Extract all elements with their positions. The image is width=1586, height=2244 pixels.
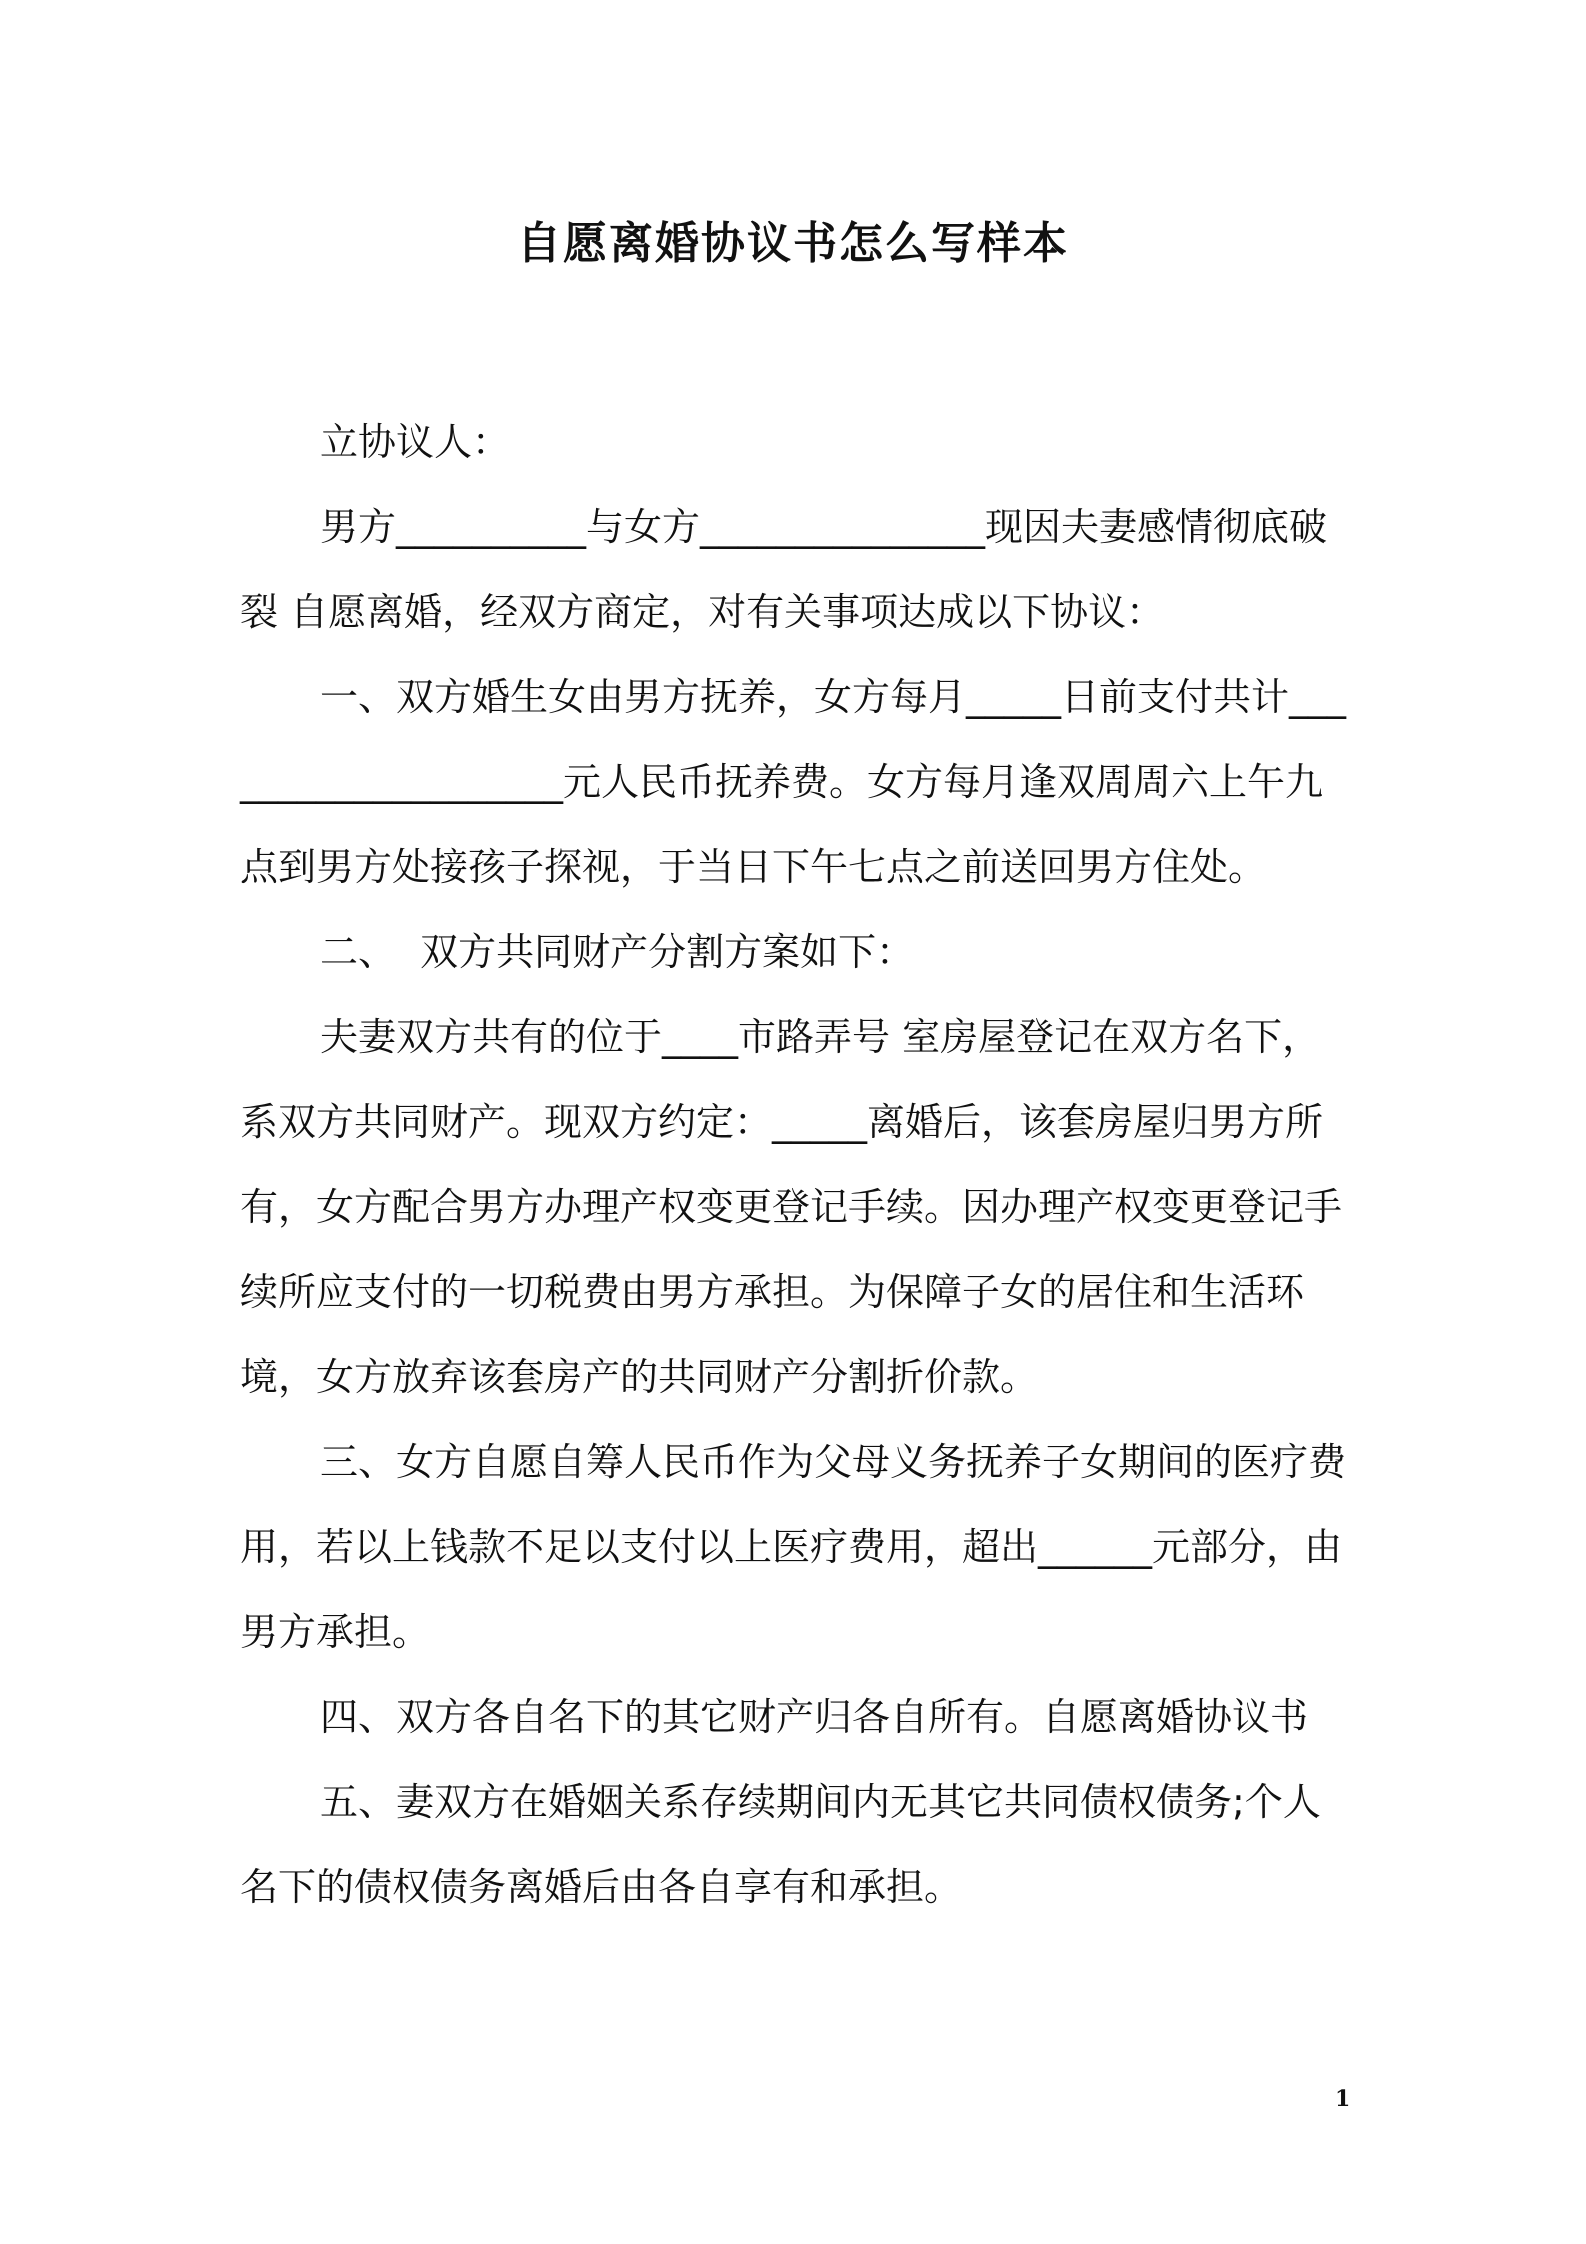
paragraph-clause-2-heading: 二、 双方共同财产分割方案如下：	[320, 930, 915, 974]
document-title: 自愿离婚协议书怎么写样本	[517, 218, 1069, 269]
paragraph-clause-3: 三、女方自愿自筹人民币作为父母义务抚养子女期间的医疗费用，若以上钱款不足以支付以上医疗费用，超出______元部分，由男方承担。	[240, 1440, 1347, 1654]
paragraph-clause-1: 一、双方婚生女由男方抚养，女方每月_____日前支付共计____________________元人民币抚养费。女方每月逢双周周六上午九点到男方处接孩子探视，于当日下午七点之前送回男方住处。	[240, 675, 1347, 889]
document-body	[240, 400, 1350, 1930]
page-number: 1	[1335, 2086, 1351, 2112]
paragraph-clause-2: 夫妻双方共有的位于____市路弄号 室房屋登记在双方名下，系双方共同财产。现双方约定：_____离婚后，该套房屋归男方所有，女方配合男方办理产权变更登记手续。因办理产权变更登记手续所应支付的一切税费由男方承担。为保障子女的居住和生活环境，女方放弃该套房产的共同财产分割折价款。	[240, 1015, 1343, 1399]
paragraph-parties: 男方__________与女方_______________现因夫妻感情彻底破裂 自愿离婚，经双方商定，对有关事项达成以下协议：	[240, 505, 1328, 634]
paragraph-clause-4: 四、双方各自名下的其它财产归各自所有。自愿离婚协议书	[320, 1695, 1309, 1739]
paragraph-clause-5: 五、妻双方在婚姻关系存续期间内无其它共同债权债务;个人名下的债权债务离婚后由各自享有和承担。	[240, 1780, 1321, 1909]
paragraph-parties-heading: 立协议人：	[320, 420, 511, 464]
